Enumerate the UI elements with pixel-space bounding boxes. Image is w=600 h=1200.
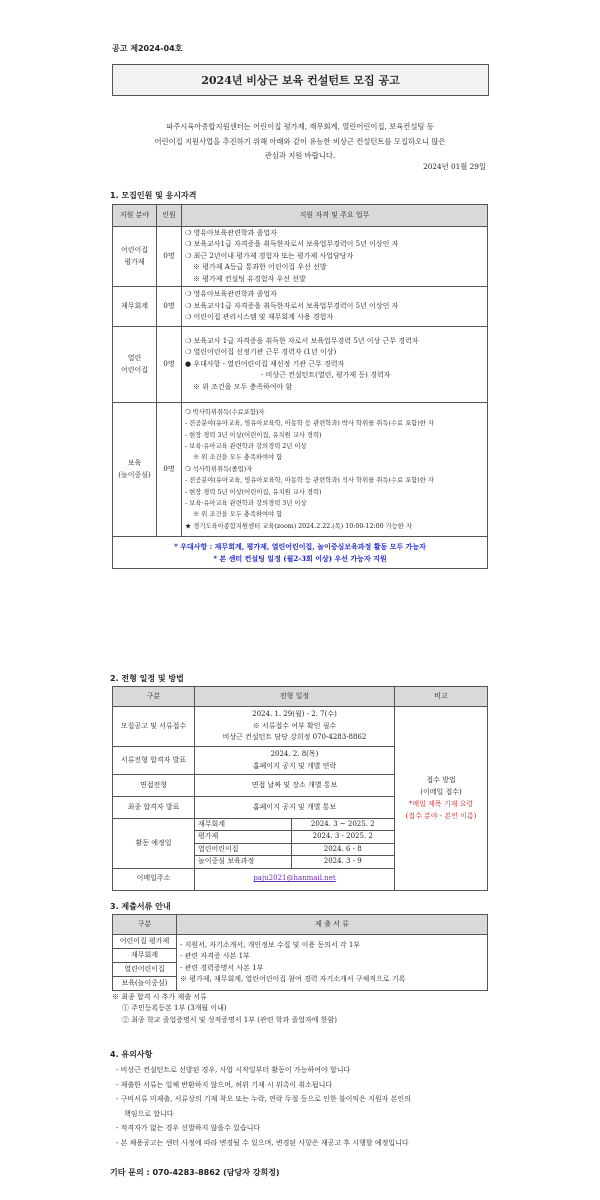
- qualification-line: ※ 평가제 A등급 통과한 어린이집 우선 선발: [193, 263, 327, 272]
- extra-documents: [112, 992, 492, 1026]
- table-row: [113, 227, 488, 287]
- precaution-item: 책임으로 합니다: [124, 1109, 174, 1118]
- qualification-line: ※ 위 조건을 모두 충족하여야 함: [193, 511, 283, 519]
- schedule-line: ※ 서류접수 여부 확인 필수: [252, 721, 337, 730]
- preference-note: * 본 센터 컨설팅 일정 (월2-3회 이상) 우선 가능자 지원: [213, 553, 387, 563]
- intro-line: 파주시육아종합지원센터는 어린이집 평가제, 재무회계, 열린어린이집, 보육컨설팅 등: [166, 122, 434, 131]
- category-cell: 최종 합격자 발표: [113, 797, 195, 819]
- recruitment-table: [112, 204, 488, 569]
- schedule-cell: 홈페이지 공지 및 개별 통보: [195, 797, 395, 819]
- category-cell: 면접전형: [113, 775, 195, 797]
- qualification-line: ❍ 영유아보육관련학과 졸업자: [185, 290, 277, 299]
- document-line: - 관련 경력증명서 사본 1부: [180, 963, 264, 972]
- extra-line: ② 최종 학교 졸업증명서 및 성적증명서 1부 (관련 학과 졸업자에 한함): [122, 1015, 337, 1024]
- remark-line: 접수 방법: [426, 776, 456, 785]
- documents-table: [112, 914, 488, 991]
- qualification-line: ❍ 보육교사1급 자격증을 취득한자로서 보육업무경력이 5년 이상인 자: [185, 240, 399, 249]
- table-row: [113, 537, 488, 569]
- qualification-line: - 현장 경력 5년 이상(어린이집, 유치원 교사 경력): [185, 488, 322, 496]
- header-documents: 제 출 서 류: [177, 915, 488, 935]
- qualification-line: - 전공분야(유아교육, 영유아보육학, 아동학 등 관련학과) 석사 학위를 취득(수료 포함)한 자: [185, 477, 434, 485]
- header-qualification: 지원 자격 및 주요 업무: [182, 205, 488, 227]
- section3-heading: 3. 제출서류 안내: [110, 902, 171, 911]
- email-cell: [195, 868, 395, 890]
- title-box: [112, 64, 489, 96]
- qualification-line: ❍ 박사학위취득(수료포함)자: [185, 408, 265, 416]
- extra-line: ① 주민등록등본 1부 (3개월 이내): [122, 1004, 227, 1013]
- activity-name: 놀이중심 보육과정: [195, 856, 291, 868]
- qualification-cell: [182, 227, 488, 287]
- category-cell: 모집공고 및 서류접수: [113, 707, 195, 747]
- section2-heading: 2. 전형 일정 및 방법: [110, 674, 184, 683]
- field-cell: 보육(놀이중심): [113, 977, 177, 991]
- qualification-line: ※ 평가제 컨설팅 유경험자 우선 선발: [193, 274, 306, 283]
- header-field: 지원 분야: [113, 205, 157, 227]
- activity-name: 열린어린이집: [195, 843, 291, 855]
- schedule-table: [112, 686, 488, 891]
- extra-line: ※ 최종 합격 시 추가 제출 서류: [112, 993, 207, 1001]
- document-line: ※ 평가제, 재무회계, 열린어린이집 참여 경력 자기소개서 구체적으로 기록: [180, 974, 406, 983]
- header-category: 구분: [113, 687, 195, 707]
- qualification-line: - 보육·유아교육 관련학과 강의경력 3년 이상: [185, 500, 307, 508]
- remark-line: (이메일 접수): [420, 788, 462, 797]
- table-row: [113, 935, 488, 949]
- qualification-line: ❍ 석사학위취득(졸업)자: [185, 465, 253, 473]
- table-row: [113, 707, 488, 747]
- document-line: - 지원서, 자기소개서, 개인정보 수집 및 이용 동의서 각 1부: [180, 940, 361, 949]
- section1-heading: 1. 모집인원 및 응시자격: [110, 191, 197, 200]
- header-schedule: 전형 일정: [195, 687, 395, 707]
- field-cell: [113, 403, 157, 537]
- activity-name: 재무회계: [195, 819, 291, 831]
- schedule-cell: 면접 날짜 및 장소 개별 통보: [195, 775, 395, 797]
- email-link[interactable]: paju2021@hanmail.net: [253, 874, 336, 883]
- section4-heading: 4. 유의사항: [110, 1050, 153, 1059]
- contact-info: 기타 문의 : 070-4283-8862 (담당자 강희정): [110, 1168, 280, 1177]
- field-line: 보육: [127, 459, 142, 468]
- activity-row: [195, 843, 394, 855]
- qualification-line: ★ 경기도육아종합지원센터 교육(zoom) 2024.2.22.(목) 10:00-12:00 가능한 자: [185, 522, 412, 530]
- field-cell: [113, 327, 157, 403]
- count-cell: 0명: [157, 403, 182, 537]
- count-cell: 0명: [157, 287, 182, 327]
- activity-period: 2024. 3 ~ 2025. 2: [291, 819, 394, 831]
- precaution-item: - 구비서류 미제출, 서류상의 기재 착오 또는 누락, 연락 두절 등으로 인한 불이익은 지원자 본인의: [116, 1095, 411, 1103]
- notice-date: 2024년 01월 29일: [423, 162, 486, 171]
- schedule-cell: [195, 747, 395, 775]
- table-row: [113, 327, 488, 403]
- documents-cell: [177, 935, 488, 991]
- document-line: - 관련 자격증 사본 1부: [180, 952, 250, 961]
- qualification-line: - 보육·유아교육 관련학과 강의경력 2년 이상: [185, 442, 307, 450]
- schedule-cell: [195, 707, 395, 747]
- precautions-list: [116, 1063, 496, 1150]
- qualification-line: - 전공분야(유아교육, 영유아보육학, 아동학 등 관련학과) 박사 학위를 취득(수료 포함)한 자: [185, 420, 434, 428]
- activity-row: [195, 819, 394, 831]
- count-cell: 0명: [157, 327, 182, 403]
- activity-row: [195, 856, 394, 868]
- qualification-cell: [182, 403, 488, 537]
- qualification-line: ❍ 어린이집 관리시스템 및 재무회계 사용 경험자: [185, 313, 334, 322]
- table-row: [113, 403, 488, 537]
- schedule-line: 2024. 2. 8(목): [270, 750, 319, 759]
- precaution-item: - 제출한 서류는 일체 반환하지 않으며, 허위 기재 시 위촉이 취소됩니다: [116, 1080, 333, 1089]
- preference-notes: [113, 537, 488, 569]
- activity-row: [195, 831, 394, 843]
- remark-line: *메일 제목 기재 요령: [408, 800, 474, 809]
- field-line: 어린이집: [120, 365, 149, 374]
- category-cell: 서류전형 합격자 발표: [113, 747, 195, 775]
- qualification-line: ※ 위 조건을 모두 충족하여야 함: [193, 382, 293, 391]
- intro-paragraph: [100, 120, 500, 164]
- qualification-line: ❍ 보육교사 1급 자격증을 취득한 자로서 보육업무경력 5년 이상 근무 경력자: [185, 336, 419, 345]
- field-cell: 열린어린이집: [113, 963, 177, 977]
- qualification-line: - 비상근 컨설턴트(열린, 평가제 등) 경력자: [261, 371, 391, 380]
- qualification-line: ● 우대사항 - 열린어린이집 재선정 기관 근무 경력자: [185, 359, 345, 368]
- count-cell: 0명: [157, 227, 182, 287]
- qualification-line: ※ 위 조건을 모두 충족하여야 함: [193, 454, 283, 462]
- activity-cell: [195, 819, 395, 869]
- field-cell: 재무회계: [113, 287, 157, 327]
- header-category: 구분: [113, 915, 177, 935]
- field-line: 평가제: [124, 257, 145, 266]
- intro-line: 관심과 지원 바랍니다.: [264, 151, 336, 160]
- precaution-item: - 본 채용공고는 센터 사정에 따라 변경될 수 있으며, 변경된 사항은 재공고 후 시행할 예정입니다: [116, 1138, 409, 1147]
- remark-cell: [395, 707, 488, 891]
- schedule-line: 2024. 1. 29(월) - 2. 7(수): [252, 710, 337, 719]
- activity-table: [195, 819, 394, 868]
- schedule-line: 비상근 컨설턴트 담당 강희정 070-4283-8862: [222, 733, 367, 742]
- notice-number: 공고 제2024-04호: [112, 44, 183, 53]
- category-cell: 이메일주소: [113, 868, 195, 890]
- qualification-line: - 현장 경력 3년 이상(어린이집, 유치원 교사 경력): [185, 431, 322, 439]
- field-cell: 어린이집 평가제: [113, 935, 177, 949]
- remark-line: (접수 분야 - 본인 이름): [405, 812, 477, 821]
- field-line: 열린: [127, 354, 142, 363]
- activity-period: 2024. 6 - 8: [291, 843, 394, 855]
- precaution-item: - 적격자가 없는 경우 선발하지 않을수 있습니다: [116, 1124, 261, 1132]
- activity-period: 2024. 3 - 9: [291, 856, 394, 868]
- preference-note: * 우대사항 : 재무회계, 평가제, 열린어린이집, 놀이중심보육과정 활동 모두 가능자: [174, 541, 426, 551]
- category-cell: 활동 예정일: [113, 819, 195, 869]
- header-count: 인원: [157, 205, 182, 227]
- field-cell: 재무회계: [113, 949, 177, 963]
- qualification-line: ❍ 보육교사1급 자격증을 취득한자로서 보육업무경력이 5년 이상인 자: [185, 301, 399, 310]
- qualification-cell: [182, 287, 488, 327]
- page-title: 2024년 비상근 보육 컨설턴트 모집 공고: [201, 74, 400, 87]
- header-remark: 비고: [395, 687, 488, 707]
- field-line: 어린이집: [120, 246, 149, 255]
- qualification-line: ❍ 영유아보육관련학과 졸업자: [185, 228, 277, 237]
- activity-name: 평가제: [195, 831, 291, 843]
- qualification-line: ❍ 열린어린이집 선정기관 근무 경력자 (1년 이상): [185, 348, 337, 357]
- field-cell: [113, 227, 157, 287]
- qualification-line: ❍ 최근 2년이내 평가제 경험자 또는 평가제 사업담당자: [185, 251, 354, 260]
- field-line: (놀이중심): [118, 470, 151, 479]
- intro-line: 어린이집 지원사업을 추진하기 위해 아래와 같이 유능한 비상근 컨설턴트를 모집하오니 많은: [154, 136, 446, 146]
- activity-period: 2024. 3 - 2025. 2: [291, 831, 394, 843]
- schedule-line: 홈페이지 공지 및 개별 연락: [252, 761, 337, 770]
- precaution-item: - 비상근 컨설턴트로 선발된 경우, 사업 시작일부터 활동이 가능하여야 합니다: [116, 1066, 351, 1074]
- qualification-cell: [182, 327, 488, 403]
- table-row: [113, 287, 488, 327]
